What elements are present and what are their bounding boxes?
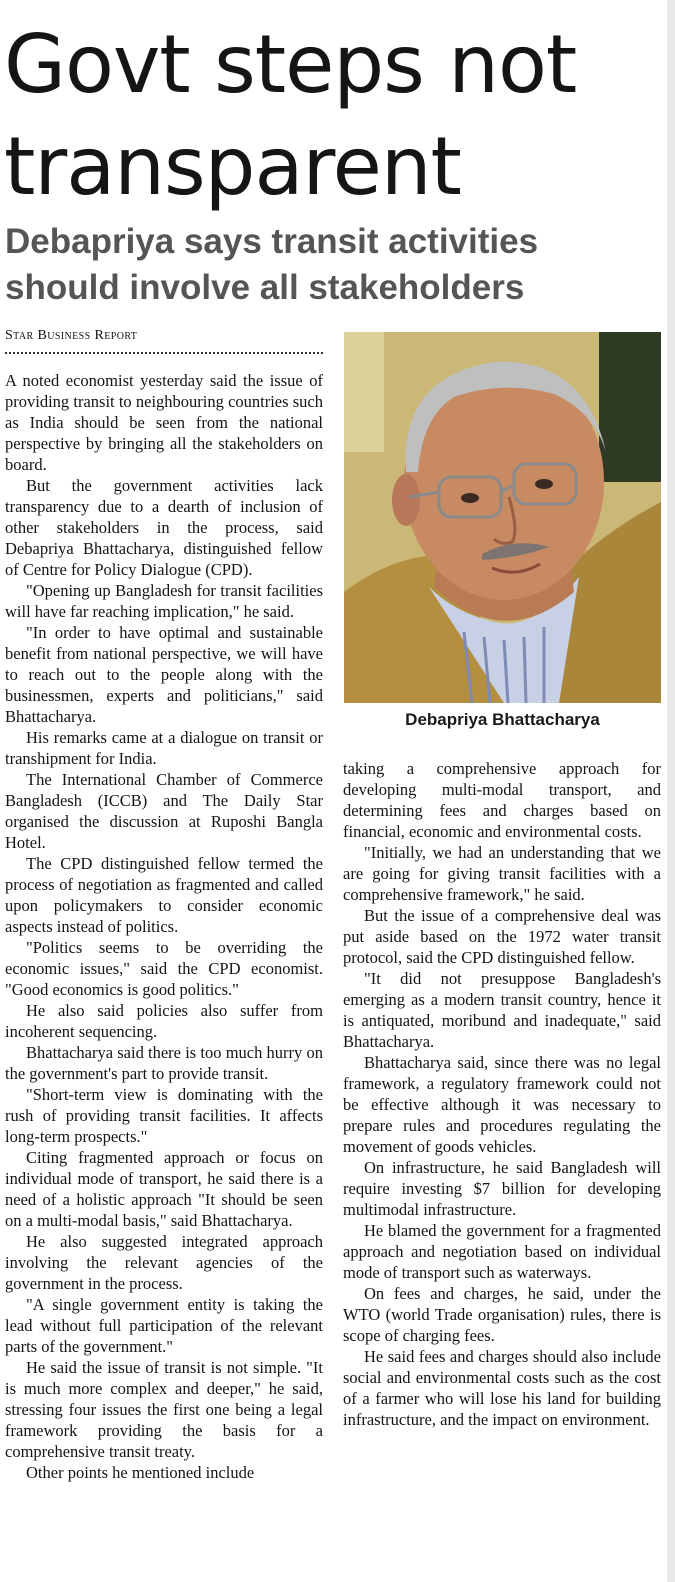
paragraph: He said fees and charges should also include social and environmental costs such as the cost of a farmer who will lose his land for building infrastructure, and the impact on environment.: [343, 1347, 661, 1429]
portrait-photo: [344, 332, 661, 703]
paragraph: taking a comprehensive approach for developing multi-modal transport, and determining fees and charges based on financial, economic and environmental costs.: [343, 759, 661, 841]
byline-divider: [5, 352, 323, 354]
paragraph: But the government activities lack transparency due to a dearth of inclusion of other stakeholders in the process, said Debapriya Bhattacharya, distinguished fellow of Centre for Policy Dialogue (CPD).: [5, 476, 323, 579]
portrait-illustration: [344, 332, 661, 703]
paragraph: "A single government entity is taking the lead without full participation of the relevant parts of the government.": [5, 1295, 323, 1356]
paragraph: "In order to have optimal and sustainable benefit from national perspective, we will have to reach out to the people along with the businessmen, experts and politicians," said Bhattacharya.: [5, 623, 323, 726]
paragraph: Bhattacharya said, since there was no legal framework, a regulatory framework could not be effective although it was necessary to prepare rules and procedures regulating the movement of goods vehicles.: [343, 1053, 661, 1156]
subheadline: Debapriya says transit activities should involve all stakeholders: [5, 222, 539, 307]
paragraph: Bhattacharya said there is too much hurry on the government's part to provide transit.: [5, 1043, 323, 1083]
paragraph: He also said policies also suffer from incoherent sequencing.: [5, 1001, 323, 1041]
paragraph: A noted economist yesterday said the issue of providing transit to neighbouring countries such as India should be seen from the national perspective by bringing all the stakeholders on board.: [5, 371, 323, 474]
paragraph: The CPD distinguished fellow termed the process of negotiation as fragmented and called upon policymakers to consider economic aspects instead of politics.: [5, 854, 323, 936]
paragraph: "Initially, we had an understanding that we are going for giving transit facilities with a comprehensive framework," he said.: [343, 843, 661, 904]
paragraph: Other points he mentioned include: [26, 1463, 255, 1482]
paragraph: "It did not presuppose Bangladesh's emerging as a modern transit country, hence it is antiquated, moribund and inadequate," said Bhattacharya.: [343, 969, 661, 1051]
byline: Star Business Report: [5, 328, 138, 343]
paragraph: "Short-term view is dominating with the rush of providing transit facilities. It affects long-term prospects.": [5, 1085, 323, 1146]
paragraph: Citing fragmented approach or focus on individual mode of transport, he said there is a need of a holistic approach "It should be seen on a multi-modal basis," said Bhattacharya.: [5, 1148, 323, 1230]
paragraph: He said the issue of transit is not simple. "It is much more complex and deeper," he said, stressing four issues the first one being a legal framework providing the basis for a comprehensive transit treaty.: [5, 1358, 323, 1461]
article-column-1: [5, 370, 323, 1483]
paragraph: He also suggested integrated approach involving the relevant agencies of the government in the process.: [5, 1232, 323, 1293]
paragraph: On infrastructure, he said Bangladesh will require investing $7 billion for developing multimodal infrastructure.: [343, 1158, 661, 1219]
paragraph: "Opening up Bangladesh for transit facilities will have far reaching implication," he said.: [5, 581, 323, 621]
page-edge: [667, 0, 675, 1582]
paragraph: But the issue of a comprehensive deal was put aside based on the 1972 water transit protocol, said the CPD distinguished fellow.: [343, 906, 661, 967]
paragraph: His remarks came at a dialogue on transit or transhipment for India.: [5, 728, 323, 768]
headline: Govt steps not transparent: [4, 18, 577, 213]
photo-caption: Debapriya Bhattacharya: [405, 710, 600, 729]
paragraph: "Politics seems to be overriding the economic issues," said the CPD economist. "Good economics is good politics.": [5, 938, 323, 999]
article-column-2: [343, 758, 661, 1430]
paragraph: On fees and charges, he said, under the WTO (world Trade organisation) rules, there is scope of charging fees.: [343, 1284, 661, 1345]
paragraph: The International Chamber of Commerce Bangladesh (ICCB) and The Daily Star organised the discussion at Ruposhi Bangla Hotel.: [5, 770, 323, 852]
paragraph: He blamed the government for a fragmented approach and negotiation based on individual mode of transport such as waterways.: [343, 1221, 661, 1282]
